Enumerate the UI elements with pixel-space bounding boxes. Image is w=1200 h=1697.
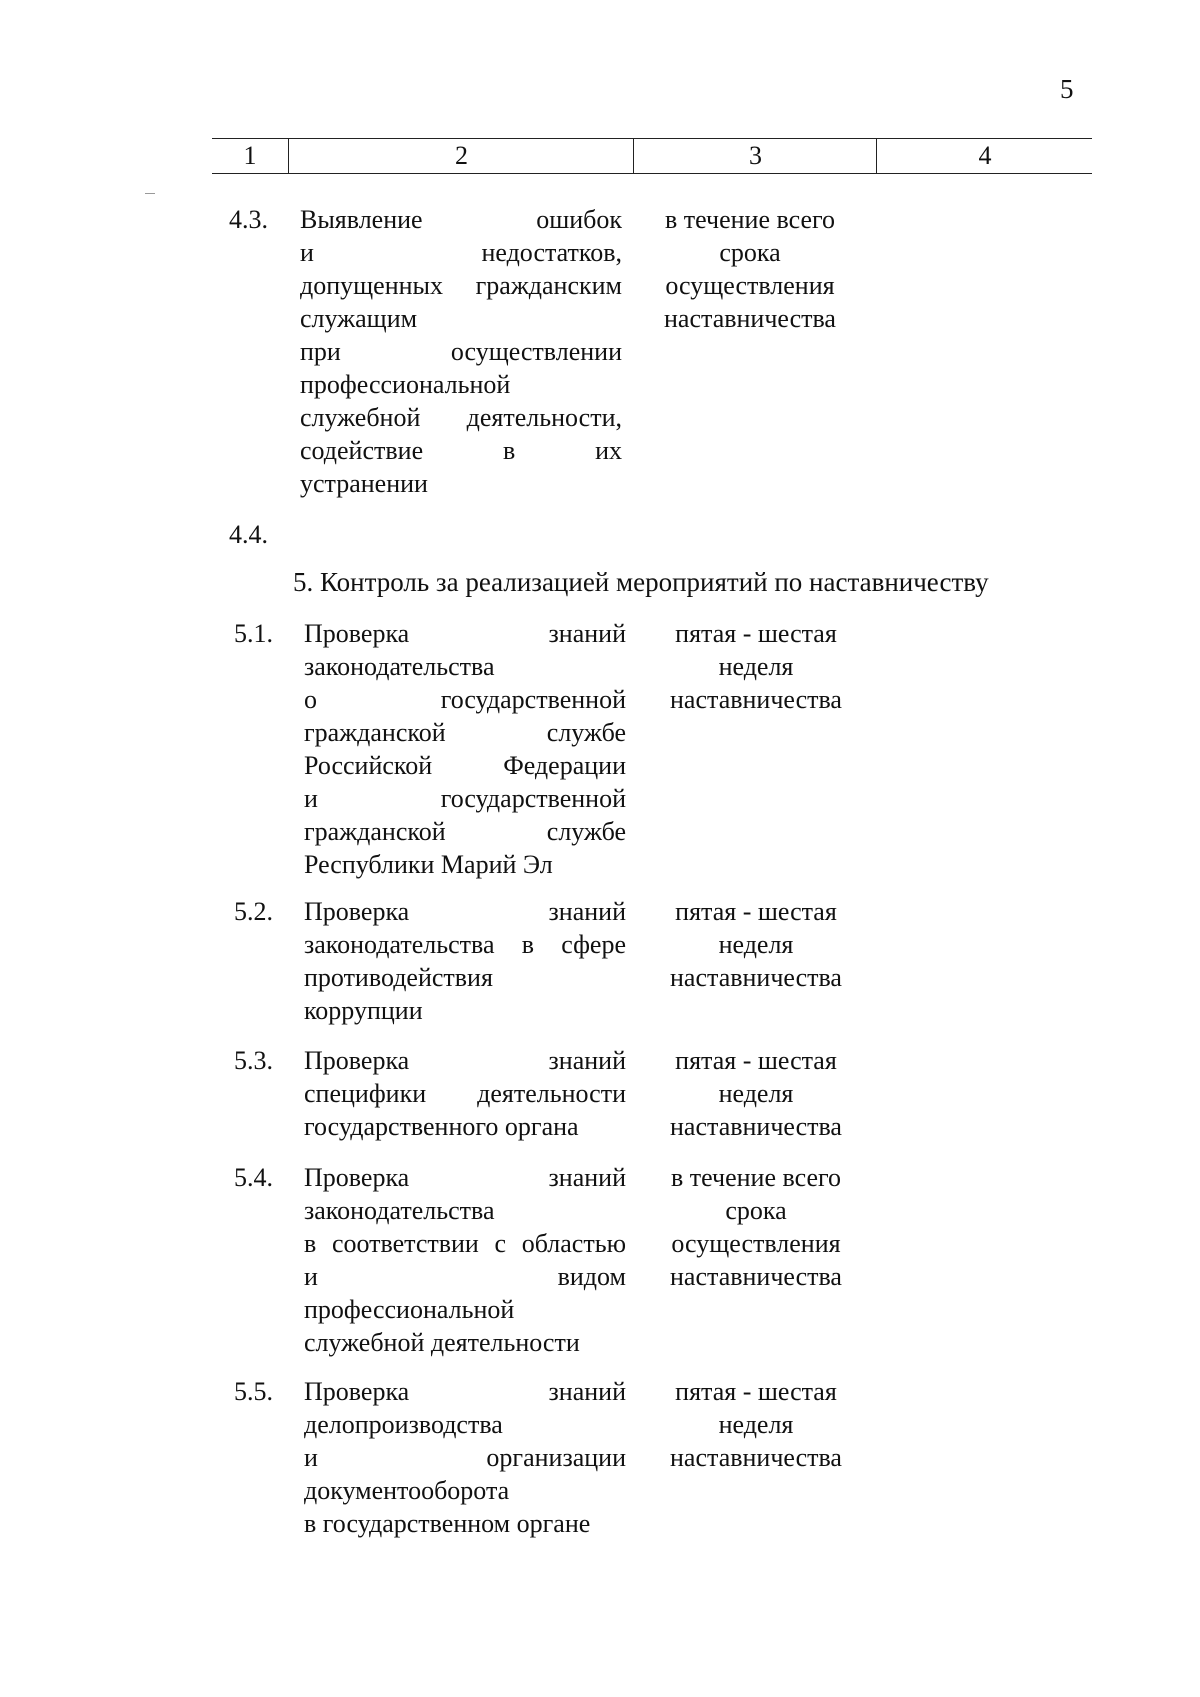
term-line: осуществления: [665, 271, 835, 300]
description-line: в государственном органе: [304, 1509, 591, 1538]
row-term: [656, 1375, 856, 1474]
row-term: [656, 617, 856, 716]
row-description: [304, 895, 626, 1027]
row-description: [304, 1375, 626, 1540]
description-line: Проверка знаний: [304, 1163, 626, 1192]
row-number: 4.4.: [229, 520, 268, 549]
row-term: [656, 1161, 856, 1293]
row-description: [304, 1044, 626, 1143]
description-line: служащим: [300, 304, 418, 333]
table-header: [212, 138, 1092, 174]
description-line: Проверка знаний: [304, 1046, 626, 1075]
description-line: служебной деятельности: [304, 1328, 580, 1357]
term-line: в течение всего: [670, 1163, 842, 1192]
description-line: при осуществлении: [300, 337, 622, 366]
description-line: и государственной: [304, 784, 626, 813]
description-line: Проверка знаний: [304, 619, 626, 648]
description-line: противодействия: [304, 963, 493, 992]
term-line: неделя: [718, 1079, 794, 1108]
term-line: неделя: [718, 652, 794, 681]
description-line: Проверка знаний: [304, 1377, 626, 1406]
row-number: 4.3.: [229, 205, 268, 234]
row-description: [304, 617, 626, 881]
scan-mark: [145, 193, 155, 194]
description-line: и видом: [304, 1262, 626, 1291]
description-line: государственного органа: [304, 1112, 579, 1141]
description-line: и организации: [304, 1443, 626, 1472]
description-line: допущенных гражданским: [300, 271, 622, 300]
term-line: пятая - шестая: [675, 1377, 837, 1406]
term-line: наставничества: [670, 685, 842, 714]
description-line: Российской Федерации: [304, 751, 626, 780]
term-line: наставничества: [664, 304, 836, 333]
row-number: 5.1.: [234, 619, 273, 648]
description-line: служебной деятельности,: [300, 403, 622, 432]
term-line: неделя: [718, 1410, 794, 1439]
description-line: гражданской службе: [304, 718, 626, 747]
term-line: неделя: [718, 930, 794, 959]
description-line: профессиональной: [304, 1295, 515, 1324]
row-term: [656, 1044, 856, 1143]
description-line: о государственной: [304, 685, 626, 714]
header-cell-1: 1: [243, 141, 257, 170]
row-description: [304, 1161, 626, 1359]
header-cell-3: 3: [633, 139, 877, 173]
header-cell-4: 4: [876, 139, 1093, 173]
row-term: [656, 895, 856, 994]
row-number: 5.2.: [234, 897, 273, 926]
description-line: делопроизводства: [304, 1410, 503, 1439]
row-description: [300, 203, 622, 500]
description-line: законодательства в сфере: [304, 930, 626, 959]
term-line: срока: [725, 1196, 787, 1225]
row-term: [650, 203, 850, 335]
page-number: 5: [1060, 74, 1074, 104]
term-line: пятая - шестая: [675, 1046, 837, 1075]
term-line: пятая - шестая: [675, 897, 837, 926]
description-line: специфики деятельности: [304, 1079, 626, 1108]
term-line: в течение всего: [664, 205, 836, 234]
term-line: наставничества: [670, 963, 842, 992]
description-line: Выявление ошибок: [300, 205, 622, 234]
description-line: законодательства: [304, 1196, 495, 1225]
header-cell-2: 2: [288, 139, 634, 173]
description-line: содействие в их: [300, 436, 622, 465]
term-line: осуществления: [671, 1229, 841, 1258]
section-title: 5. Контроль за реализацией мероприятий по наставничеству: [293, 567, 989, 597]
term-line: пятая - шестая: [675, 619, 837, 648]
description-line: коррупции: [304, 996, 423, 1025]
description-line: в соответствии с областью: [304, 1229, 626, 1258]
term-line: наставничества: [670, 1112, 842, 1141]
term-line: срока: [719, 238, 781, 267]
row-number: 5.5.: [234, 1377, 273, 1406]
description-line: профессиональной: [300, 370, 511, 399]
description-line: устранении: [300, 469, 428, 498]
term-line: наставничества: [670, 1443, 842, 1472]
row-number: 5.3.: [234, 1046, 273, 1075]
description-line: и недостатков,: [300, 238, 622, 267]
term-line: наставничества: [670, 1262, 842, 1291]
description-line: Проверка знаний: [304, 897, 626, 926]
description-line: законодательства: [304, 652, 495, 681]
row-number: 5.4.: [234, 1163, 273, 1192]
description-line: гражданской службе: [304, 817, 626, 846]
description-line: Республики Марий Эл: [304, 850, 553, 879]
description-line: документооборота: [304, 1476, 510, 1505]
